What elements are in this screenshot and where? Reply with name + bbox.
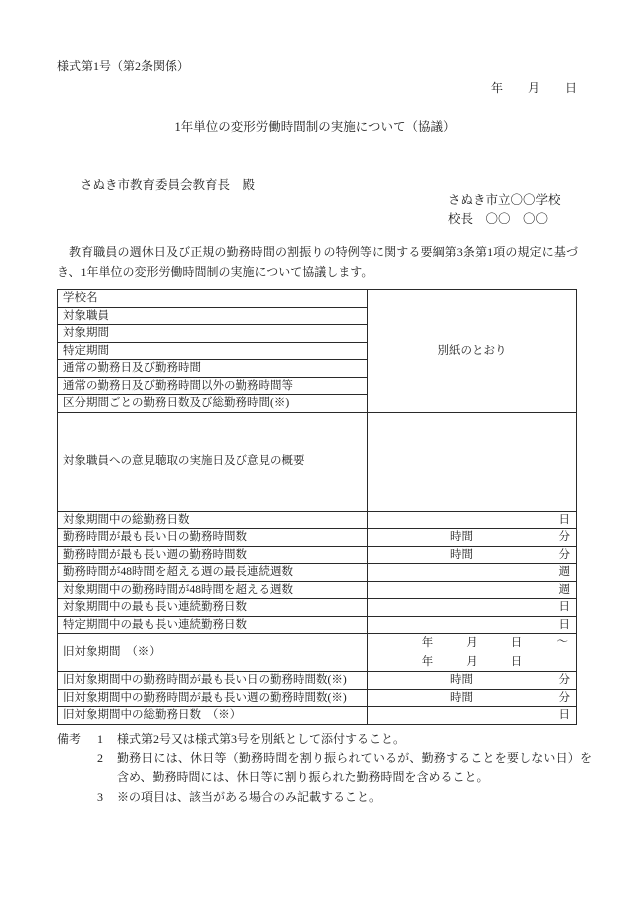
remark-number: 1 (97, 731, 103, 746)
unit-hour-label: 時間 (450, 548, 473, 561)
row-label-longest-day-hours: 勤務時間が最も長い日の勤務時間数 (58, 529, 368, 547)
remark-number: 3 (97, 789, 103, 804)
unit-minute-label: 分 (558, 691, 570, 704)
row-label-longest-consecutive-days: 対象期間中の最も長い連続勤務日数 (58, 599, 368, 617)
row-label-segment-totals: 区分期間ごとの勤務日数及び総勤務時間(※) (58, 395, 368, 413)
row-label-total-48h-weeks: 対象期間中の勤務時間が48時間を超える週数 (58, 581, 368, 599)
period-month-label: 月 (466, 637, 478, 650)
row-label-consecutive-48h-weeks: 勤務時間が48時間を超える週の最長連続週数 (58, 564, 368, 582)
row-label-old-longest-week-hours: 旧対象期間中の勤務時間が最も長い週の勤務時間数(※) (58, 689, 368, 707)
old-longest-week-hours-value-cell[interactable] (368, 689, 577, 707)
remark-text: ※の項目は、該当がある場合のみ記載すること。 (117, 789, 382, 804)
row-label-other-workhours: 通常の勤務日及び勤務時間以外の勤務時間等 (58, 377, 368, 395)
row-label-target-staff: 対象職員 (58, 307, 368, 325)
remark-item-3 (57, 788, 592, 807)
row-label-longest-week-hours: 勤務時間が最も長い週の勤務時間数 (58, 546, 368, 564)
unit-day-label: 日 (558, 601, 570, 614)
row-label-specified-consecutive-days: 特定期間中の最も長い連続勤務日数 (58, 616, 368, 634)
unit-hour-label: 時間 (450, 674, 473, 687)
period-day-label: 日 (510, 655, 523, 668)
old-longest-day-hours-value-cell[interactable] (368, 672, 577, 690)
longest-week-hours-value-cell[interactable] (368, 546, 577, 564)
attachment-value-cell[interactable]: 別紙のとおり (368, 290, 577, 413)
remarks-block (57, 730, 592, 808)
row-label-old-target-period: 旧対象期間 （※） (58, 634, 368, 672)
sender-principal: 校長 〇〇 〇〇 (448, 212, 549, 226)
date-month-label: 月 (527, 81, 540, 95)
period-year-label: 年 (421, 637, 434, 650)
remark-item-2 (57, 749, 592, 788)
row-label-total-workdays: 対象期間中の総勤務日数 (58, 511, 368, 529)
unit-day-label: 日 (558, 709, 570, 722)
sender-block (448, 191, 561, 229)
recipient-line: さぬき市教育委員会教育長 殿 (80, 178, 256, 192)
period-year-label: 年 (421, 655, 434, 668)
date-year-label: 年 (490, 81, 503, 95)
longest-day-hours-value-cell[interactable] (368, 529, 577, 547)
period-month-label: 月 (466, 655, 478, 668)
unit-hour-label: 時間 (450, 691, 473, 704)
total-workdays-value-cell[interactable] (368, 511, 577, 529)
period-day-label: 日 (510, 637, 523, 650)
old-total-workdays-value-cell[interactable] (368, 707, 577, 725)
date-day-label: 日 (564, 81, 577, 95)
longest-consecutive-days-value-cell[interactable] (368, 599, 577, 617)
remark-item-1 (57, 730, 592, 749)
remark-text: 勤務日には、休日等（勤務時間を割り振られているが、勤務することを要しない日）を含め、勤務時間には、休日等に割り振られた勤務時間を含めること。 (117, 750, 592, 785)
row-label-old-longest-day-hours: 旧対象期間中の勤務時間が最も長い日の勤務時間数(※) (58, 672, 368, 690)
page-title: 1年単位の変形労働時間制の実施について（協議） (174, 120, 456, 134)
body-paragraph: 教育職員の週休日及び正規の勤務時間の割振りの特例等に関する要綱第3条第1項の規定に基づき、1年単位の変形労働時間制の実施について協議します。 (57, 245, 578, 279)
unit-week-label: 週 (558, 583, 570, 596)
row-label-school-name: 学校名 (58, 290, 368, 308)
sender-school: さぬき市立〇〇学校 (448, 193, 561, 207)
unit-day-label: 日 (558, 618, 570, 631)
row-label-old-total-workdays: 旧対象期間中の総勤務日数 （※） (58, 707, 368, 725)
remarks-heading: 備考 (57, 731, 82, 746)
opinion-hearing-value-cell[interactable] (368, 412, 577, 511)
specified-consecutive-days-value-cell[interactable] (368, 616, 577, 634)
row-label-specified-period: 特定期間 (58, 342, 368, 360)
period-tilde-label: ～ (556, 636, 568, 648)
old-target-period-value-cell[interactable] (368, 634, 577, 672)
consultation-form-table (57, 289, 577, 725)
unit-minute-label: 分 (558, 674, 570, 687)
remark-number: 2 (97, 750, 103, 765)
date-line (491, 79, 577, 96)
row-label-opinion-hearing: 対象職員への意見聴取の実施日及び意見の概要 (58, 412, 368, 511)
unit-week-label: 週 (558, 566, 570, 579)
row-label-target-period: 対象期間 (58, 325, 368, 343)
consecutive-48h-weeks-value-cell[interactable] (368, 564, 577, 582)
unit-minute-label: 分 (558, 548, 570, 561)
total-48h-weeks-value-cell[interactable] (368, 581, 577, 599)
row-label-normal-workdays: 通常の勤務日及び勤務時間 (58, 360, 368, 378)
main-block (57, 289, 592, 807)
form-number-label: 様式第1号（第2条関係） (57, 59, 190, 73)
remark-text: 様式第2号又は様式第3号を別紙として添付すること。 (117, 731, 406, 746)
unit-hour-label: 時間 (450, 531, 473, 544)
unit-minute-label: 分 (558, 531, 570, 544)
unit-day-label: 日 (558, 513, 570, 526)
